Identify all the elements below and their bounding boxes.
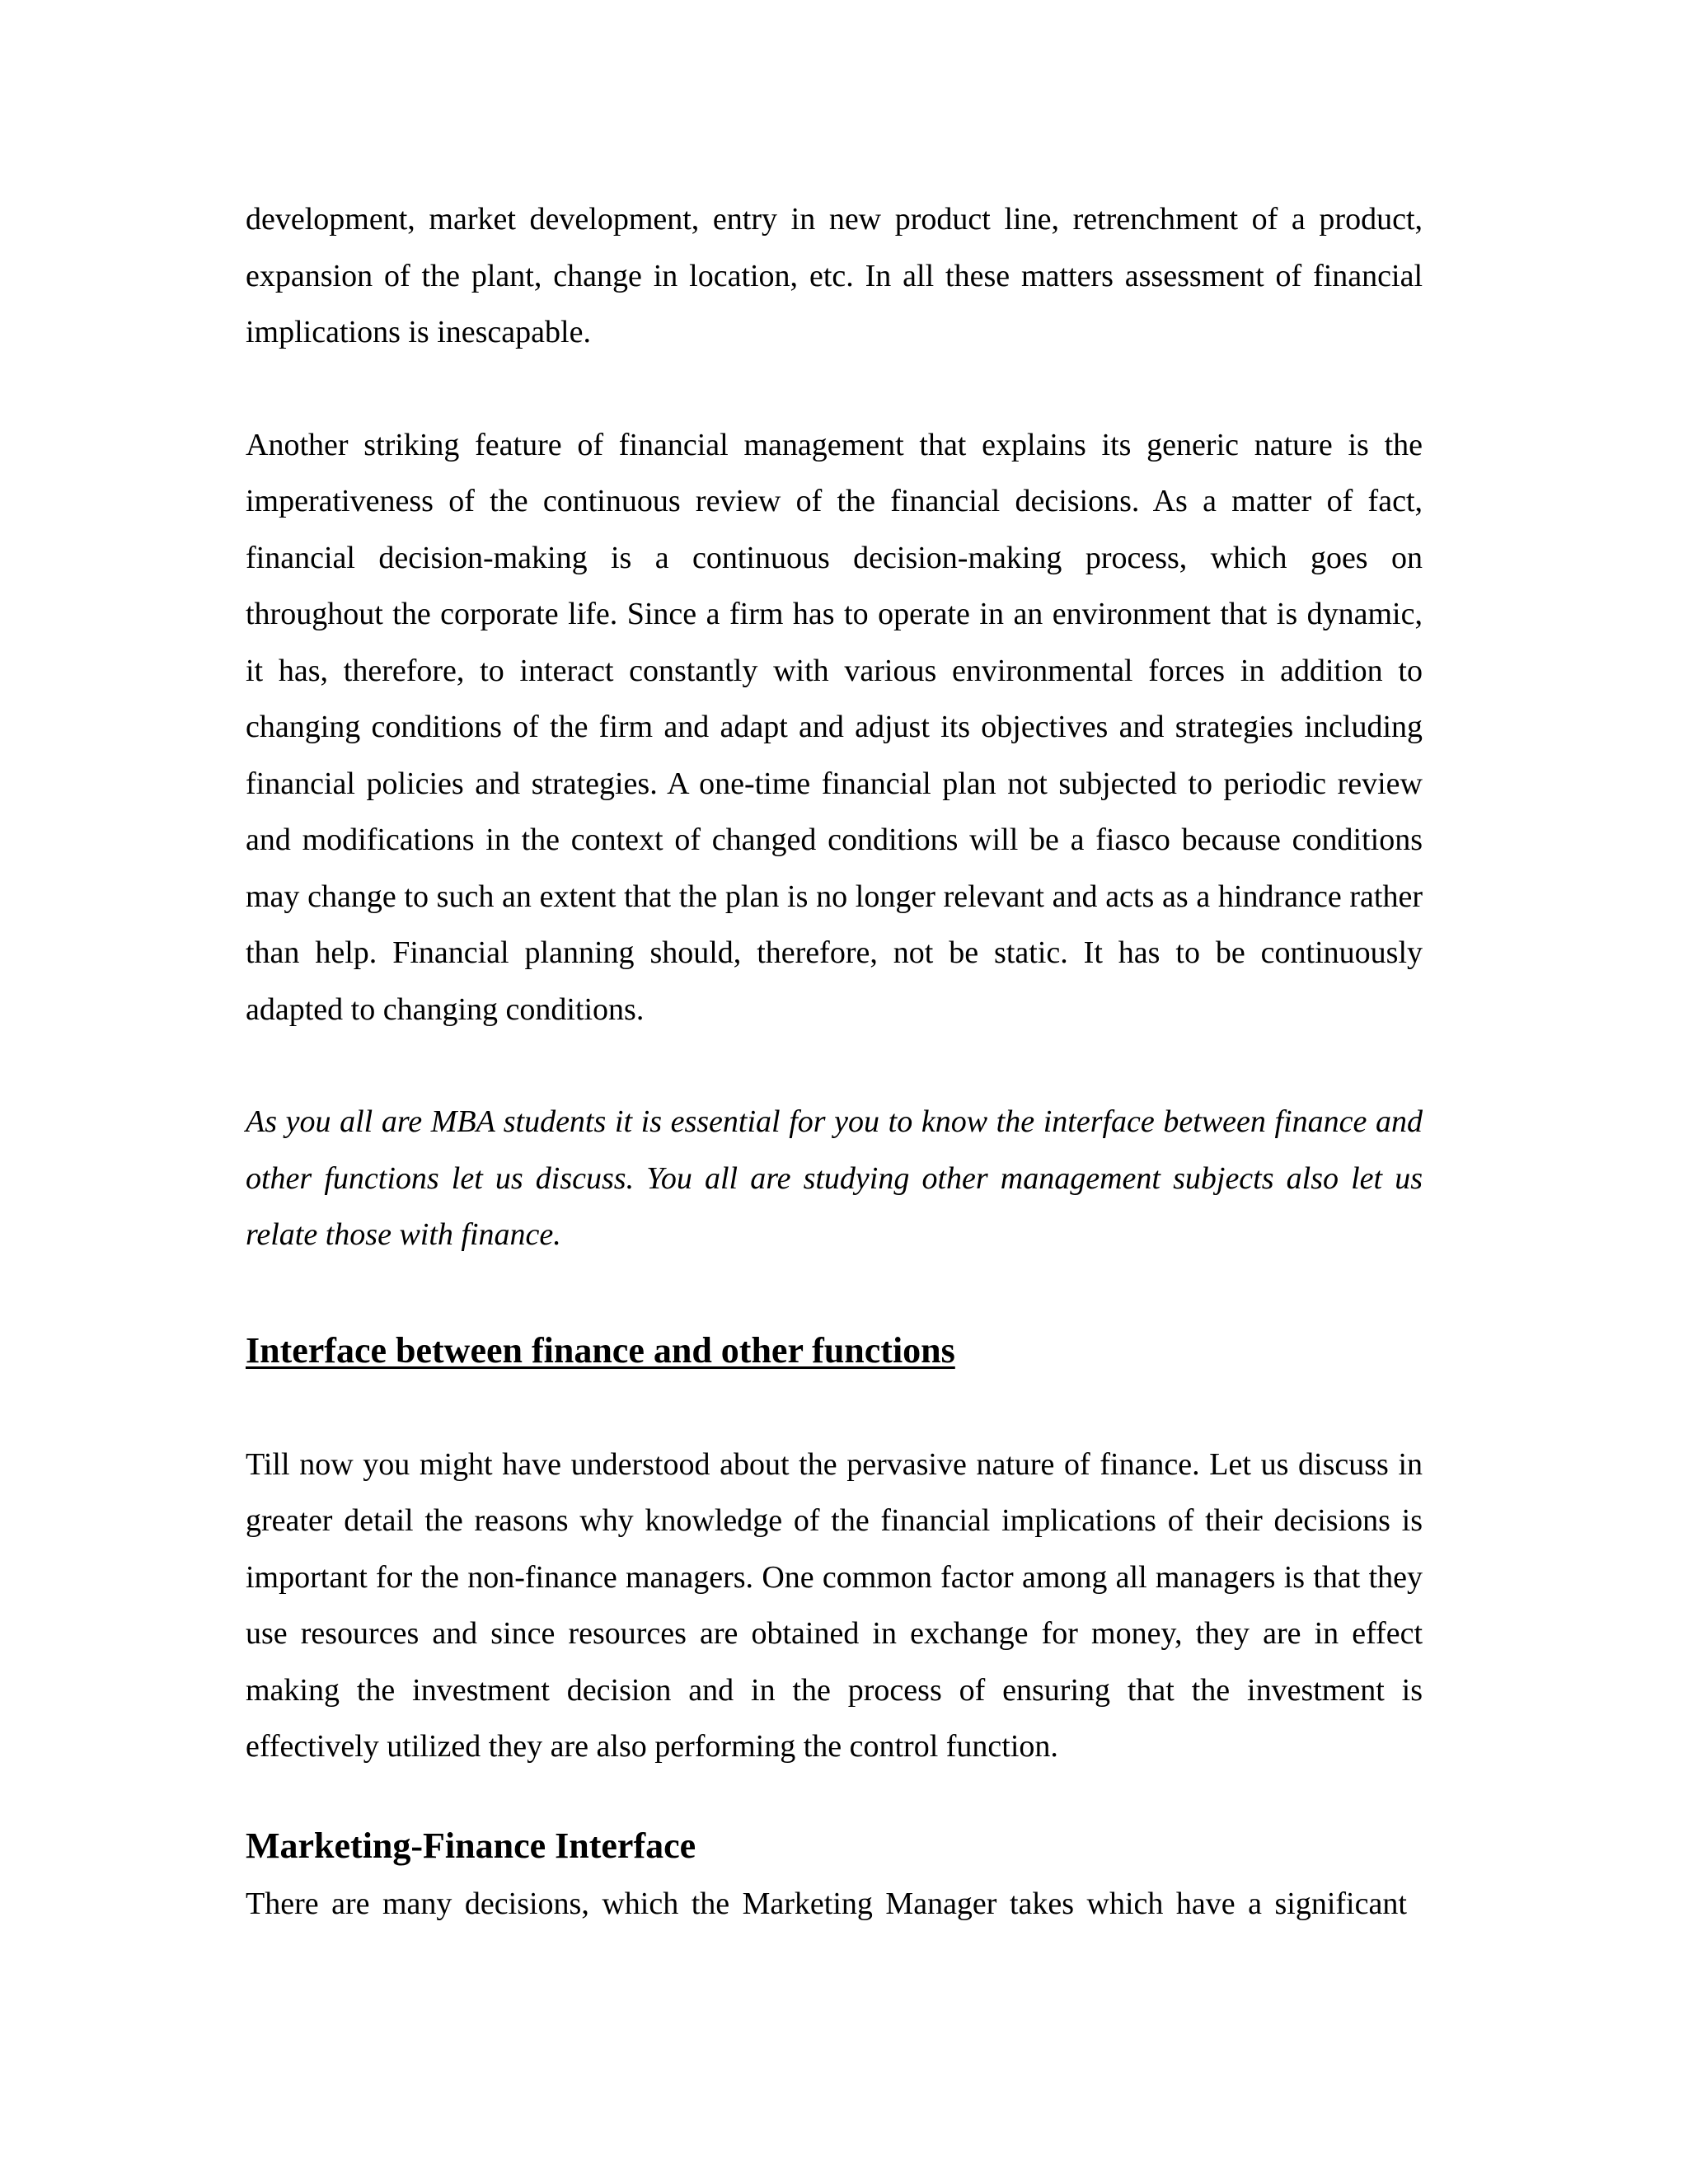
document-page bbox=[246, 191, 1423, 1932]
paragraph-spacer bbox=[246, 1380, 1423, 1436]
paragraph-spacer bbox=[246, 1038, 1423, 1094]
section-heading-interface: Interface between finance and other functions bbox=[246, 1329, 955, 1371]
paragraph-implications: development, market development, entry in new product line, retrenchment of a product, expansion of the plant, change in location, etc. In all these matters assessment of financial implications is inescapable. bbox=[246, 202, 1423, 349]
paragraph-marketing-decisions: There are many decisions, which the Marketing Manager takes which have a significant bbox=[246, 1886, 1407, 1921]
section-heading-marketing-finance: Marketing-Finance Interface bbox=[246, 1825, 696, 1866]
paragraph-continuous-review: Another striking feature of financial management that explains its generic nature is the imperativeness of the continuous review of the financial decisions. As a matter of fact, financial decision-making is a continuous decision-making process, which goes on throughout the corporate life. Since a firm has to operate in an environment that is dynamic, it has, therefore, to interact constantly with various environmental forces in addition to changing conditions of the firm and adapt and adjust its objectives and strategies including financial policies and strategies. A one-time financial plan not subjected to periodic review and modifications in the context of changed conditions will be a fiasco because conditions may change to such an extent that the plan is no longer relevant and acts as a hindrance rather than help. Financial planning should, therefore, not be static. It has to be continuously adapted to changing conditions. bbox=[246, 427, 1423, 1027]
paragraph-pervasive-nature: Till now you might have understood about the pervasive nature of finance. Let us discuss in greater detail the reasons why knowledge of the financial implications of their decisions is important for the non-finance managers. One common factor among all managers is that they use resources and since resources are obtained in exchange for money, they are in effect making the investment decision and in the process of ensuring that the investment is effectively utilized they are also performing the control function. bbox=[246, 1446, 1423, 1764]
paragraph-spacer bbox=[246, 1263, 1423, 1321]
paragraph-spacer bbox=[246, 361, 1423, 417]
paragraph-spacer bbox=[246, 1775, 1423, 1816]
paragraph-mba-note: As you all are MBA students it is essential for you to know the interface between finance and other functions let us discuss. You all are studying other management subjects also let us relate those with finance. bbox=[246, 1104, 1423, 1252]
